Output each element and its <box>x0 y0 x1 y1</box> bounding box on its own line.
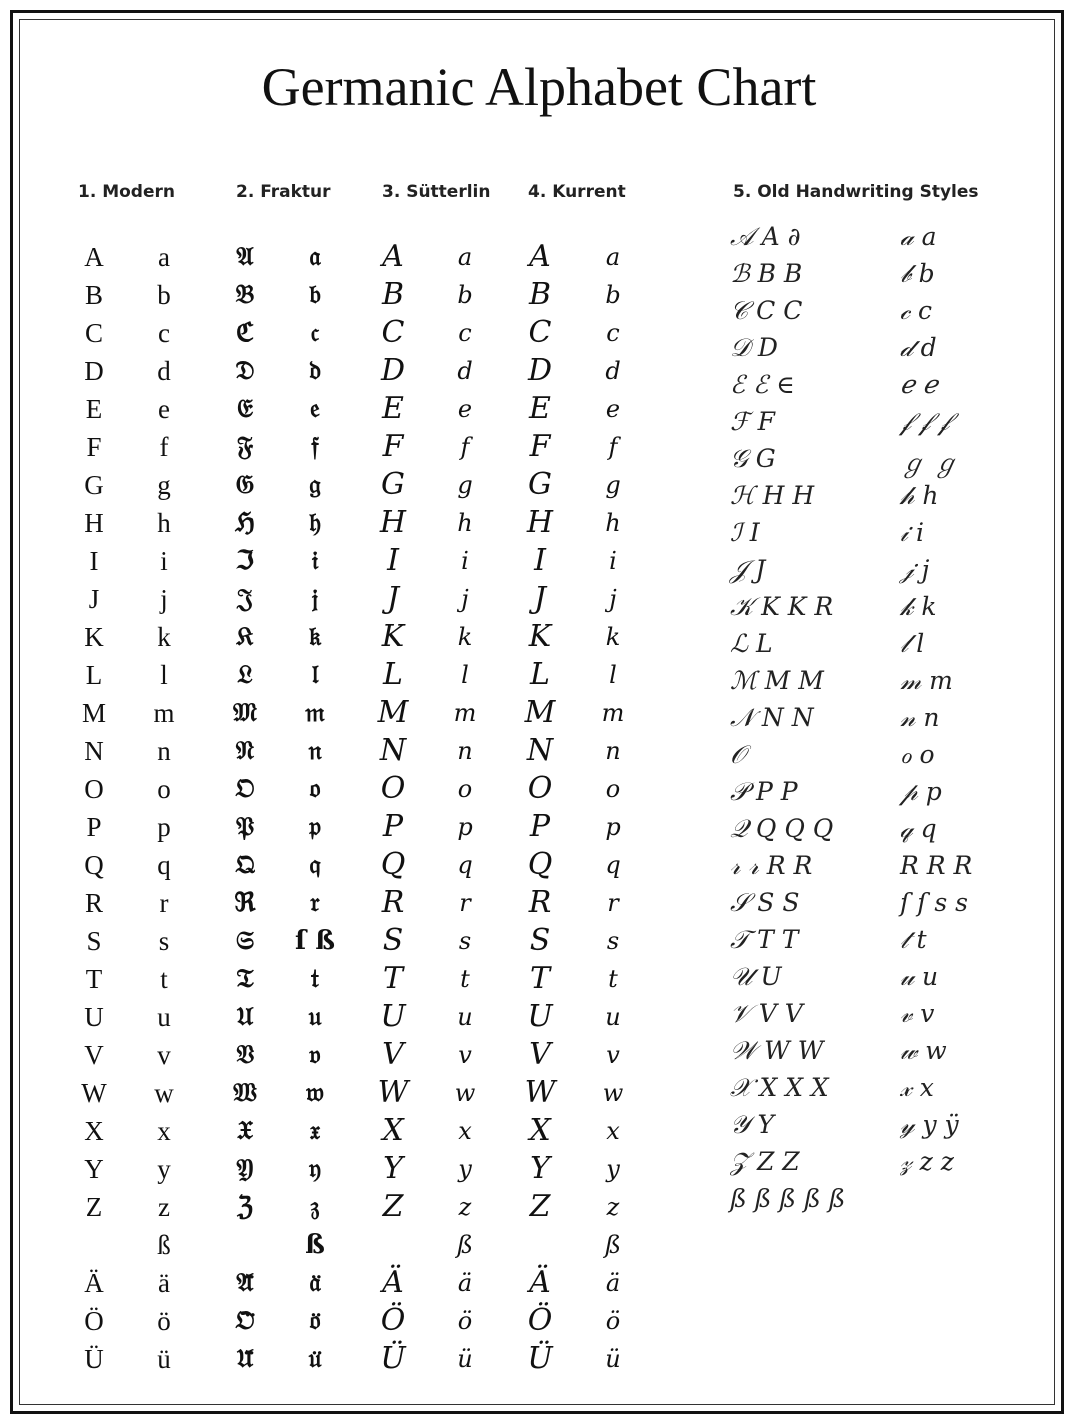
kurrent-lower-letter: p <box>605 813 621 841</box>
modern-upper-letter: Q <box>84 850 104 880</box>
kurrent-upper-letter: Y <box>530 1151 550 1186</box>
kurrent-lower-letter: i <box>609 547 617 575</box>
sutterlin-upper-letter: T <box>382 961 403 996</box>
modern-upper-letter: K <box>84 622 104 652</box>
sutterlin-lower-letter: o <box>457 775 473 803</box>
old-style-upper-variants: ℰ ℰ ∈ <box>730 370 795 399</box>
fraktur-upper-letter: 𝔛 <box>237 1116 253 1146</box>
fraktur-upper-letter: ℨ <box>236 1192 254 1222</box>
fraktur-lower-letter: 𝔧 <box>311 584 319 614</box>
modern-lower-letter: j <box>160 584 168 614</box>
sutterlin-upper-letter <box>368 1226 418 1264</box>
fraktur-upper-letter <box>220 1226 270 1264</box>
fraktur-lower-letter: 𝔳 <box>309 1040 321 1070</box>
modern-lower-letter: y <box>157 1154 171 1184</box>
fraktur-lower-letter: 𝔢 <box>310 394 320 424</box>
sutterlin-upper-letter: G <box>381 467 405 502</box>
fraktur-lower-letter: 𝔷 <box>310 1192 320 1222</box>
old-style-lower-variants: 𝓂 m <box>900 666 953 695</box>
sutterlin-lower-letter: z <box>458 1193 472 1221</box>
fraktur-lower-letter: 𝔩 <box>311 660 319 690</box>
kurrent-lower-letter: t <box>608 965 618 993</box>
kurrent-upper-letter: W <box>524 1075 556 1110</box>
header-kurrent: 4. Kurrent <box>528 182 626 202</box>
kurrent-upper-letter <box>515 1226 565 1264</box>
old-style-lower-variants: 𝓊 u <box>900 962 939 991</box>
fraktur-upper-letter: 𝔙 <box>235 1040 255 1070</box>
sutterlin-upper-letter: F <box>382 429 404 464</box>
old-style-upper-variants: ℳ M M <box>730 666 824 695</box>
modern-lower-letter: ü <box>157 1344 171 1374</box>
modern-upper-letter: Z <box>85 1192 103 1222</box>
header-sutterlin: 3. Sütterlin <box>382 182 491 202</box>
kurrent-lower-letter: o <box>605 775 621 803</box>
sutterlin-lower-letter: k <box>457 623 473 651</box>
fraktur-lower-letter: 𝔬̈ <box>309 1306 321 1336</box>
fraktur-upper-letter: 𝔏 <box>237 660 253 690</box>
sutterlin-upper-letter: A <box>382 239 404 274</box>
modern-lower-letter: n <box>157 736 171 766</box>
fraktur-lower-letter: 𝔟 <box>309 280 321 310</box>
sutterlin-upper-letter: V <box>382 1037 404 1072</box>
old-style-lower-variants: 𝒽 h <box>900 481 939 510</box>
modern-lower-letter: v <box>157 1040 171 1070</box>
fraktur-upper-letter: 𝔔 <box>235 850 255 880</box>
old-style-upper-variants: 𝒮 S S <box>730 888 800 917</box>
fraktur-lower-letter: 𝔬 <box>309 774 321 804</box>
kurrent-lower-letter: x <box>606 1117 620 1145</box>
old-style-lower-variants: ℯ ℯ <box>900 370 938 399</box>
old-style-upper-variants: ℋ H H <box>730 481 815 510</box>
old-style-upper-variants: ℒ L <box>730 629 773 658</box>
kurrent-upper-letter: U <box>527 999 553 1034</box>
modern-lower-letter: g <box>157 470 171 500</box>
kurrent-lower-letter: d <box>605 357 621 385</box>
modern-lower-letter: o <box>157 774 171 804</box>
sutterlin-lower-letter: m <box>453 699 477 727</box>
modern-upper-letter: Ü <box>84 1344 104 1374</box>
kurrent-upper-letter: B <box>528 277 552 312</box>
sutterlin-lower-letter: h <box>457 509 473 537</box>
modern-upper-letter: R <box>84 888 103 918</box>
sutterlin-upper-letter: L <box>383 657 403 692</box>
old-style-upper-variants: ℐ I <box>730 518 760 547</box>
kurrent-lower-letter: n <box>605 737 621 765</box>
modern-upper-letter: W <box>81 1078 107 1108</box>
sutterlin-upper-letter: Y <box>383 1151 403 1186</box>
kurrent-upper-letter: E <box>529 391 551 426</box>
page-title: Germanic Alphabet Chart <box>261 57 817 117</box>
fraktur-lower-letter: 𝔨 <box>308 622 322 652</box>
old-style-lower-variants: 𝓃 n <box>900 703 940 732</box>
fraktur-lower-letter: 𝔞̈ <box>309 1268 321 1298</box>
modern-upper-letter: Y <box>84 1154 104 1184</box>
sutterlin-upper-letter: Q <box>380 847 406 882</box>
old-style-lower-variants: 𝓅 p <box>900 777 942 806</box>
old-style-lower-variants: R R R <box>900 851 973 880</box>
kurrent-lower-letter: u <box>605 1003 621 1031</box>
kurrent-lower-letter: e <box>605 395 621 423</box>
fraktur-lower-letter: ſ ß <box>295 926 335 956</box>
kurrent-upper-letter: K <box>528 619 552 654</box>
modern-upper-letter: O <box>84 774 104 804</box>
kurrent-upper-letter: A <box>529 239 551 274</box>
kurrent-upper-letter: T <box>529 961 550 996</box>
modern-upper-letter: T <box>85 964 103 994</box>
sutterlin-lower-letter: q <box>457 851 473 879</box>
modern-upper-letter: E <box>85 394 103 424</box>
fraktur-upper-letter: 𝔜 <box>236 1154 254 1184</box>
modern-upper-letter: N <box>84 736 104 766</box>
old-style-lower-variants: 𝓏 z z <box>900 1147 954 1176</box>
fraktur-lower-letter: 𝔶 <box>308 1154 322 1184</box>
old-style-lower-variants: 𝒸 c <box>900 296 932 325</box>
modern-lower-letter: z <box>158 1192 170 1222</box>
modern-upper-letter: X <box>84 1116 104 1146</box>
fraktur-lower-letter: 𝔵 <box>309 1116 321 1146</box>
kurrent-lower-letter: s <box>606 927 620 955</box>
kurrent-upper-letter: Ü <box>527 1341 553 1376</box>
kurrent-upper-letter: O <box>527 771 553 806</box>
fraktur-upper-letter: ℭ <box>235 318 255 348</box>
fraktur-lower-letter: 𝔫 <box>308 736 322 766</box>
kurrent-lower-letter: w <box>602 1079 624 1107</box>
old-style-upper-variants: 𝒫 P P <box>730 777 798 806</box>
fraktur-upper-letter: 𝔗 <box>236 964 254 994</box>
modern-lower-letter: x <box>157 1116 171 1146</box>
sutterlin-upper-letter: Z <box>382 1189 404 1224</box>
kurrent-lower-letter: f <box>608 433 618 461</box>
modern-lower-letter: m <box>153 698 175 728</box>
kurrent-upper-letter: X <box>529 1113 551 1148</box>
fraktur-lower-letter: 𝔠 <box>310 318 320 348</box>
sutterlin-upper-letter: Ö <box>380 1303 406 1338</box>
old-style-lower-variants: 𝓀 k <box>900 592 937 621</box>
fraktur-upper-letter: ℜ <box>234 888 256 918</box>
fraktur-lower-letter: 𝔤 <box>309 470 321 500</box>
modern-lower-letter: w <box>154 1078 174 1108</box>
kurrent-lower-letter: z <box>606 1193 620 1221</box>
old-style-upper-variants: 𝒳 X X X <box>730 1073 829 1102</box>
sutterlin-lower-letter: t <box>460 965 470 993</box>
kurrent-upper-letter: P <box>529 809 551 844</box>
fraktur-lower-letter: 𝔭 <box>309 812 321 842</box>
sutterlin-lower-letter: ä <box>457 1269 473 1297</box>
modern-lower-letter: d <box>157 356 171 386</box>
sutterlin-upper-letter: W <box>377 1075 409 1110</box>
fraktur-lower-letter: 𝔪 <box>305 698 325 728</box>
sutterlin-lower-letter: u <box>457 1003 473 1031</box>
fraktur-upper-letter: 𝔍 <box>237 584 253 614</box>
sutterlin-upper-letter: X <box>382 1113 404 1148</box>
modern-lower-letter: a <box>158 242 170 272</box>
fraktur-lower-letter: 𝔦 <box>311 546 319 576</box>
kurrent-upper-letter: F <box>529 429 551 464</box>
sutterlin-lower-letter: ß <box>456 1231 474 1259</box>
old-style-upper-variants: ß ß ß ß ß <box>730 1184 846 1213</box>
fraktur-upper-letter: 𝔑 <box>235 736 255 766</box>
old-style-upper-variants: 𝒬 Q Q Q <box>730 814 834 843</box>
old-style-upper-variants: 𝒪 <box>730 740 746 769</box>
modern-lower-letter: ö <box>157 1306 171 1336</box>
sutterlin-lower-letter: x <box>458 1117 472 1145</box>
fraktur-upper-letter: 𝔓 <box>235 812 255 842</box>
fraktur-upper-letter: 𝔐 <box>233 698 257 728</box>
modern-upper-letter: J <box>88 584 100 614</box>
modern-upper-letter: V <box>84 1040 104 1070</box>
sutterlin-lower-letter: n <box>457 737 473 765</box>
sutterlin-upper-letter: D <box>380 353 406 388</box>
kurrent-lower-letter: j <box>609 585 617 613</box>
fraktur-upper-letter: 𝔇 <box>235 356 255 386</box>
kurrent-upper-letter: L <box>530 657 550 692</box>
modern-upper-letter: P <box>86 812 102 842</box>
old-style-upper-variants: 𝒦 K K R <box>730 592 834 621</box>
old-style-lower-variants: ℴ o <box>900 740 935 769</box>
fraktur-upper-letter: 𝔒̈ <box>235 1306 255 1336</box>
sutterlin-lower-letter: f <box>460 433 470 461</box>
old-style-upper-variants: 𝒟 D <box>730 333 778 362</box>
sutterlin-upper-letter: C <box>381 315 405 350</box>
modern-upper-letter: U <box>84 1002 104 1032</box>
modern-lower-letter: ä <box>158 1268 170 1298</box>
sutterlin-upper-letter: K <box>381 619 405 654</box>
kurrent-lower-letter: l <box>609 661 617 689</box>
sutterlin-lower-letter: g <box>457 471 473 499</box>
fraktur-upper-letter: 𝔄 <box>236 242 254 272</box>
kurrent-upper-letter: M <box>524 695 556 730</box>
old-style-upper-variants: ℬ B B <box>730 259 803 288</box>
modern-upper-letter: C <box>84 318 103 348</box>
kurrent-upper-letter: Q <box>527 847 553 882</box>
kurrent-lower-letter: h <box>605 509 621 537</box>
old-style-lower-variants: ſ ſ s s <box>900 888 969 917</box>
modern-upper-letter: F <box>86 432 102 462</box>
modern-lower-letter: p <box>157 812 171 842</box>
kurrent-upper-letter: S <box>529 923 551 958</box>
old-style-upper-variants: 𝒞 C C <box>730 296 803 325</box>
sutterlin-upper-letter: B <box>381 277 405 312</box>
kurrent-lower-letter: m <box>601 699 625 727</box>
sutterlin-upper-letter: U <box>380 999 406 1034</box>
kurrent-upper-letter: G <box>528 467 552 502</box>
sutterlin-lower-letter: a <box>457 243 473 271</box>
kurrent-upper-letter: D <box>527 353 553 388</box>
sutterlin-upper-letter: Ü <box>380 1341 406 1376</box>
kurrent-lower-letter: g <box>605 471 621 499</box>
old-style-upper-variants: 𝒩 N N <box>730 703 814 732</box>
old-style-upper-variants: 𝒱 V V <box>730 999 803 1028</box>
kurrent-upper-letter: Ö <box>527 1303 553 1338</box>
fraktur-upper-letter: ℌ <box>235 508 255 538</box>
fraktur-lower-letter: 𝔯 <box>310 888 320 918</box>
modern-lower-letter: k <box>157 622 171 652</box>
modern-lower-letter: r <box>159 888 169 918</box>
modern-lower-letter: b <box>157 280 171 310</box>
sutterlin-lower-letter: b <box>457 281 473 309</box>
old-style-lower-variants: 𝓁 l <box>900 629 925 658</box>
old-style-lower-variants: 𝓉 t <box>900 925 927 954</box>
modern-upper-letter: H <box>84 508 104 538</box>
modern-lower-letter: i <box>160 546 168 576</box>
sutterlin-upper-letter: S <box>382 923 404 958</box>
old-style-upper-variants: 𝒵 Z Z <box>730 1147 800 1176</box>
modern-lower-letter: c <box>158 318 170 348</box>
fraktur-upper-letter: 𝔒 <box>235 774 255 804</box>
old-style-lower-variants: 𝓌 w <box>900 1036 947 1065</box>
fraktur-lower-letter: 𝔲̈ <box>308 1344 322 1374</box>
kurrent-upper-letter: N <box>526 733 554 768</box>
sutterlin-lower-letter: c <box>458 319 472 347</box>
old-style-upper-variants: 𝒰 U <box>730 962 782 991</box>
old-style-upper-variants: 𝒴 Y <box>730 1110 775 1139</box>
old-style-lower-variants: 𝓆 q <box>900 814 937 843</box>
sutterlin-lower-letter: p <box>457 813 473 841</box>
modern-lower-letter: s <box>158 926 170 956</box>
kurrent-upper-letter: C <box>528 315 552 350</box>
modern-upper-letter: Ö <box>84 1306 104 1336</box>
kurrent-lower-letter: ä <box>605 1269 621 1297</box>
kurrent-upper-letter: R <box>528 885 552 920</box>
old-style-lower-variants: 𝒾 i <box>900 518 924 547</box>
kurrent-upper-letter: I <box>534 543 546 578</box>
old-style-lower-variants: 𝒿 j <box>900 555 930 584</box>
sutterlin-upper-letter: O <box>380 771 406 806</box>
fraktur-lower-letter: 𝔱 <box>311 964 319 994</box>
sutterlin-upper-letter: Ä <box>382 1265 404 1300</box>
sutterlin-lower-letter: r <box>459 889 471 917</box>
fraktur-upper-letter: 𝔅 <box>235 280 255 310</box>
sutterlin-lower-letter: e <box>457 395 473 423</box>
modern-lower-letter: e <box>158 394 170 424</box>
sutterlin-upper-letter: P <box>382 809 404 844</box>
sutterlin-lower-letter: ö <box>457 1307 473 1335</box>
sutterlin-lower-letter: d <box>457 357 473 385</box>
old-style-lower-variants: 𝒻 𝒻 𝒻 <box>900 407 950 436</box>
modern-upper-letter <box>72 1226 116 1264</box>
kurrent-lower-letter: r <box>607 889 619 917</box>
kurrent-lower-letter: ß <box>604 1231 622 1259</box>
kurrent-lower-letter: v <box>606 1041 620 1069</box>
old-style-upper-variants: 𝒲 W W <box>730 1036 824 1065</box>
fraktur-lower-letter: 𝔞 <box>309 242 321 272</box>
kurrent-lower-letter: b <box>605 281 621 309</box>
kurrent-upper-letter: Z <box>529 1189 551 1224</box>
old-style-lower-variants: 𝓋 v <box>900 999 935 1028</box>
old-style-upper-variants: 𝒯 T T <box>730 925 799 954</box>
fraktur-upper-letter: ℑ <box>235 546 255 576</box>
fraktur-upper-letter: 𝔈 <box>237 394 253 424</box>
sutterlin-upper-letter: J <box>386 581 400 616</box>
header-fraktur: 2. Fraktur <box>236 182 331 202</box>
old-style-lower-variants: 𝓎 y ÿ <box>900 1110 959 1139</box>
modern-lower-letter: ß <box>157 1230 171 1260</box>
kurrent-lower-letter: c <box>606 319 620 347</box>
old-style-upper-variants: 𝒜 A ∂ <box>730 222 801 251</box>
sutterlin-lower-letter: y <box>458 1155 472 1183</box>
modern-upper-letter: L <box>85 660 103 690</box>
modern-lower-letter: h <box>157 508 171 538</box>
old-style-upper-variants: 𝒢 G <box>730 444 776 473</box>
fraktur-lower-letter: 𝔣 <box>311 432 319 462</box>
fraktur-lower-letter: 𝔡 <box>309 356 321 386</box>
kurrent-lower-letter: ü <box>605 1345 621 1373</box>
sutterlin-lower-letter: l <box>461 661 469 689</box>
header-modern: 1. Modern <box>78 182 175 202</box>
old-style-lower-variants: 𝒶 a <box>900 222 937 251</box>
sutterlin-upper-letter: E <box>382 391 404 426</box>
fraktur-lower-letter: 𝔮 <box>309 850 321 880</box>
kurrent-lower-letter: y <box>606 1155 620 1183</box>
fraktur-upper-letter: 𝔚 <box>233 1078 257 1108</box>
old-style-upper-variants: 𝒥 J <box>730 555 766 584</box>
modern-lower-letter: f <box>159 432 169 462</box>
sutterlin-upper-letter: I <box>387 543 399 578</box>
sutterlin-lower-letter: s <box>458 927 472 955</box>
kurrent-lower-letter: q <box>605 851 621 879</box>
fraktur-lower-letter: 𝔴 <box>306 1078 324 1108</box>
modern-upper-letter: G <box>84 470 104 500</box>
modern-lower-letter: t <box>160 964 168 994</box>
modern-upper-letter: Ä <box>84 1268 104 1298</box>
modern-upper-letter: I <box>89 546 99 576</box>
modern-lower-letter: l <box>160 660 168 690</box>
modern-upper-letter: B <box>84 280 103 310</box>
kurrent-upper-letter: J <box>533 581 547 616</box>
modern-upper-letter: A <box>84 242 104 272</box>
fraktur-lower-letter: 𝔥 <box>309 508 321 538</box>
old-style-upper-variants: ℱ F <box>730 407 775 436</box>
fraktur-upper-letter: 𝔉 <box>236 432 254 462</box>
fraktur-upper-letter: 𝔄̈ <box>236 1268 254 1298</box>
sutterlin-lower-letter: i <box>461 547 469 575</box>
fraktur-upper-letter: 𝔘 <box>236 1002 254 1032</box>
old-style-lower-variants: 𝒹 d <box>900 333 937 362</box>
kurrent-lower-letter: ö <box>605 1307 621 1335</box>
sutterlin-lower-letter: v <box>458 1041 472 1069</box>
fraktur-upper-letter: 𝔖 <box>235 926 255 956</box>
sutterlin-lower-letter: w <box>454 1079 476 1107</box>
fraktur-lower-letter: ß <box>305 1230 325 1260</box>
sutterlin-upper-letter: M <box>377 695 409 730</box>
kurrent-upper-letter: H <box>526 505 554 540</box>
sutterlin-upper-letter: N <box>379 733 407 768</box>
old-style-lower-variants: 𝓍 x <box>900 1073 934 1102</box>
sutterlin-lower-letter: ü <box>457 1345 473 1373</box>
old-style-upper-variants: 𝓇 𝓇 R R <box>730 851 813 880</box>
sutterlin-lower-letter: j <box>461 585 469 613</box>
fraktur-upper-letter: 𝔘̈ <box>236 1344 254 1374</box>
sutterlin-upper-letter: R <box>381 885 405 920</box>
old-style-lower-variants: 𝒷 b <box>900 259 935 288</box>
fraktur-upper-letter: 𝔎 <box>236 622 254 652</box>
modern-lower-letter: q <box>157 850 171 880</box>
modern-upper-letter: S <box>86 926 102 956</box>
fraktur-lower-letter: 𝔲 <box>308 1002 322 1032</box>
kurrent-upper-letter: V <box>529 1037 551 1072</box>
kurrent-lower-letter: a <box>605 243 621 271</box>
kurrent-upper-letter: Ä <box>529 1265 551 1300</box>
old-style-lower-variants: ℊ ℊ <box>900 449 958 478</box>
fraktur-upper-letter: 𝔊 <box>235 470 255 500</box>
modern-lower-letter: u <box>157 1002 171 1032</box>
modern-upper-letter: D <box>84 356 104 386</box>
sutterlin-upper-letter: H <box>379 505 407 540</box>
modern-upper-letter: M <box>81 698 106 728</box>
kurrent-lower-letter: k <box>605 623 621 651</box>
header-old-handwriting: 5. Old Handwriting Styles <box>733 182 979 202</box>
